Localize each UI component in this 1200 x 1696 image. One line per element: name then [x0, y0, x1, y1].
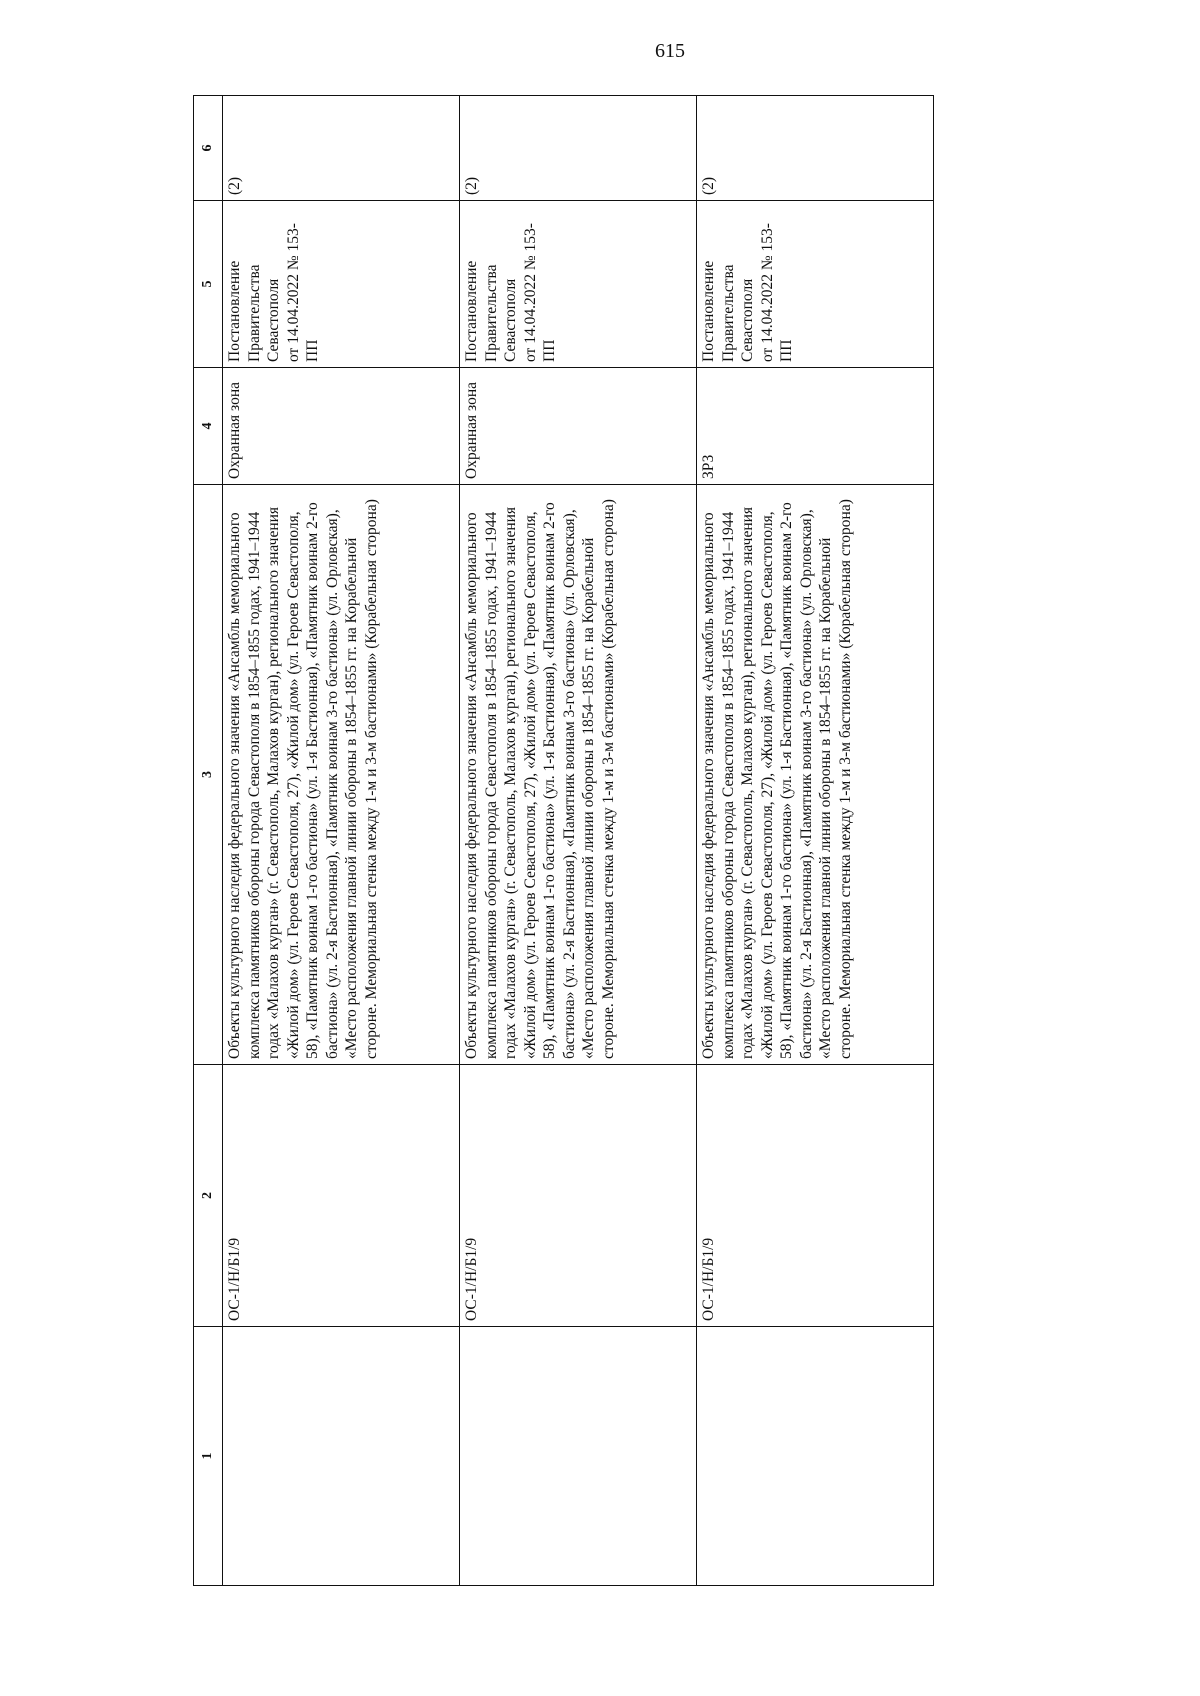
doc-line: Постановление — [226, 260, 243, 362]
page-number: 615 — [655, 40, 685, 62]
column-header: 6 — [194, 96, 223, 201]
cell-note: (2) — [697, 96, 934, 201]
cell-document — [460, 201, 697, 368]
doc-line: от 14.04.2022 № 153-ПП — [758, 223, 796, 362]
cell-document — [697, 201, 934, 368]
cell-number — [460, 1327, 697, 1586]
cell-zone: ЗРЗ — [697, 368, 934, 485]
doc-line: Севастополя — [265, 278, 283, 362]
doc-line: Правительства — [482, 264, 500, 362]
cell-document — [223, 201, 460, 368]
column-header: 2 — [194, 1065, 223, 1327]
cell-note: (2) — [460, 96, 697, 201]
rotated-table-container — [193, 96, 931, 1586]
doc-line: от 14.04.2022 № 153-ПП — [284, 223, 322, 362]
table-row — [223, 96, 460, 1586]
doc-line: Правительства — [245, 264, 263, 362]
cell-description: Объекты культурного наследия федерального значения «Ансамбль мемориального комплекса памятников обороны города Севастополя в 1854–1855 годах, 1941–1944 годах «Малахов курган» (г. Севастополь, Малахов курган), регионального значения «Жилой дом» (ул. Героев Севастополя, 27), «Жилой дом» (ул. Героев Севастополя, 58), «Памятник воинам 1-го бастиона» (ул. 1-я Бастионная), «Памятник воинам 2-го бастиона» (ул. 2-я Бастионная), «Памятник воинам 3-го бастиона» (ул. Орловская), «Место расположения главной линии обороны в 1854–1855 гг. на Корабельной стороне. Мемориальная стенка между 1-м и 3-м бастионами» (Корабельная сторона) — [460, 485, 697, 1065]
column-header: 3 — [194, 485, 223, 1065]
cell-number — [697, 1327, 934, 1586]
doc-line: Севастополя — [739, 278, 757, 362]
cell-description: Объекты культурного наследия федерального значения «Ансамбль мемориального комплекса памятников обороны города Севастополя в 1854–1855 годах, 1941–1944 годах «Малахов курган» (г. Севастополь, Малахов курган), регионального значения «Жилой дом» (ул. Героев Севастополя, 27), «Жилой дом» (ул. Героев Севастополя, 58), «Памятник воинам 1-го бастиона» (ул. 1-я Бастионная), «Памятник воинам 2-го бастиона» (ул. 2-я Бастионная), «Памятник воинам 3-го бастиона» (ул. Орловская), «Место расположения главной линии обороны в 1854–1855 гг. на Корабельной стороне. Мемориальная стенка между 1-м и 3-м бастионами» (Корабельная сторона) — [223, 485, 460, 1065]
doc-line: от 14.04.2022 № 153-ПП — [521, 223, 559, 362]
cell-code: ОС-1/Н/Б1/9 — [460, 1065, 697, 1327]
doc-line: Постановление — [463, 260, 480, 362]
cell-code: ОС-1/Н/Б1/9 — [697, 1065, 934, 1327]
table-row — [697, 96, 934, 1586]
doc-line: Севастополя — [502, 278, 520, 362]
cell-number — [223, 1327, 460, 1586]
cell-zone: Охранная зона — [460, 368, 697, 485]
doc-line: Постановление — [700, 260, 717, 362]
cell-note: (2) — [223, 96, 460, 201]
column-header: 4 — [194, 368, 223, 485]
column-header: 5 — [194, 201, 223, 368]
column-header: 1 — [194, 1327, 223, 1586]
cell-zone: Охранная зона — [223, 368, 460, 485]
cell-description: Объекты культурного наследия федерального значения «Ансамбль мемориального комплекса памятников обороны города Севастополя в 1854–1855 годах, 1941–1944 годах «Малахов курган» (г. Севастополь, Малахов курган), регионального значения «Жилой дом» (ул. Героев Севастополя, 27), «Жилой дом» (ул. Героев Севастополя, 58), «Памятник воинам 1-го бастиона» (ул. 1-я Бастионная), «Памятник воинам 2-го бастиона» (ул. 2-я Бастионная), «Памятник воинам 3-го бастиона» (ул. Орловская), «Место расположения главной линии обороны в 1854–1855 гг. на Корабельной стороне. Мемориальная стенка между 1-м и 3-м бастионами» (Корабельная сторона) — [697, 485, 934, 1065]
doc-line: Правительства — [719, 264, 737, 362]
table-header-row — [194, 96, 223, 1586]
zones-table — [193, 95, 934, 1586]
table-row — [460, 96, 697, 1586]
cell-code: ОС-1/Н/Б1/9 — [223, 1065, 460, 1327]
